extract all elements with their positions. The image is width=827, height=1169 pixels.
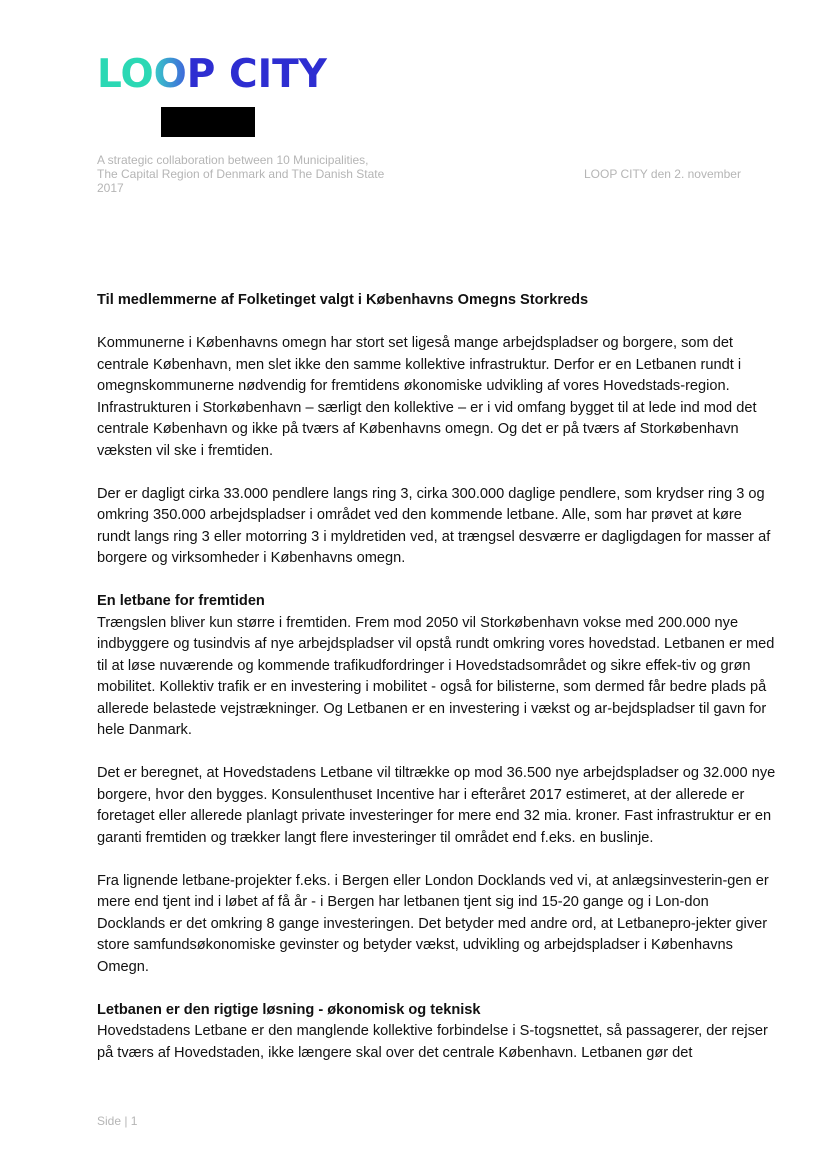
paragraph-2: Der er dagligt cirka 33.000 pendlere langs ring 3, cirka 300.000 daglige pendlere, som krydser ring 3 og omkring 350.000 arbejdspladser i området ved den kommende letbane. Alle, som har prøvet at køre rundt langs ring 3 eller motorring 3 i myldretiden ved, at trængsel desværre er dagligdagen for masser af borgere og virksomheder i Københavns omegn. bbox=[97, 485, 771, 566]
dateline: LOOP CITY den 2. november bbox=[584, 167, 741, 181]
collab-line-2: The Capital Region of Denmark and The Danish State bbox=[97, 167, 385, 181]
paragraph-1: Kommunerne i Københavns omegn har stort set ligeså mange arbejdspladser og borgere, som det centrale København, men slet ikke den samme kollektive infrastruktur. Derfor er en Letbanen rundt i omegnskommunerne nødvendig for fremtidens økonomiske udvikling af vores Hovedstads-region. Infrastrukturen i Storkøbenhavn – særligt den kollektive – er i vid omfang bygget til at lede ind mod det centrale København og ikke på tværs af Københavns omegn. Og det er på tværs af Storkøbenhavn væksten vil ske i fremtiden. bbox=[97, 335, 757, 459]
logo-text-part1: LO bbox=[97, 52, 154, 97]
loop-city-logo bbox=[97, 52, 327, 97]
logo-text-part3: P CITY bbox=[186, 52, 327, 97]
collab-line-3: 2017 bbox=[97, 181, 124, 195]
letter-heading: Til medlemmerne af Folketinget valgt i Københavns Omegns Storkreds bbox=[97, 292, 589, 308]
collab-line-1: A strategic collaboration between 10 Municipalities, bbox=[97, 153, 369, 167]
paragraph-4: Det er beregnet, at Hovedstadens Letbane vil tiltrække op mod 36.500 nye arbejdspladser og 32.000 nye borgere, hvor den bygges. Konsulenthuset Incentive har i efteråret 2017 estimeret, at der allerede er foretaget eller allerede planlagt private investeringer for mere end 32 mia. kroner. Fast infrastruktur er en garanti fremtiden og trækker langt flere investeringer til området end f.eks. en buslinje. bbox=[97, 765, 776, 846]
redaction-block bbox=[161, 107, 255, 137]
subheading-1: En letbane for fremtiden bbox=[97, 593, 265, 609]
paragraph-5: Fra lignende letbane-projekter f.eks. i Bergen eller London Docklands ved vi, at anlægsinvesterin-gen er mere end tjent ind i løbet af få år - i Bergen har letbanen tjent sig ind 15-20 gange og i Lon-don Docklands er det omkring 8 gange investeringen. Det betyder med andre ord, at Letbanepro-jekter giver store samfundsøkonomiske gevinster og betyder vækst, udvikling og arbejdspladser i Københavns Omegn. bbox=[97, 872, 769, 975]
paragraph-6: Hovedstadens Letbane er den manglende kollektive forbindelse i S-togsnettet, så passagerer, der rejser på tværs af Hovedstaden, ikke længere skal over det centrale København. Letbanen gør det bbox=[97, 1023, 768, 1061]
subheading-2: Letbanen er den rigtige løsning - økonomisk og teknisk bbox=[97, 1001, 481, 1018]
letter-body bbox=[97, 290, 777, 1086]
collaboration-note bbox=[97, 153, 457, 195]
paragraph-3: Trængslen bliver kun større i fremtiden. Frem mod 2050 vil Storkøbenhavn vokse med 200.000 nye indbyggere og tusindvis af nye arbejdspladser vil opstå rundt omkring vores hovedstad. Letbanen er med til at løse nuværende og kommende trafikudfordringer i Hovedstadsområdet og sikre effek-tiv og grøn mobilitet. Kollektiv trafik er en investering i mobilitet - også for bilisterne, som dermed får bedre plads på allerede belastede vejstrækninger. Og Letbanen er en investering i vækst og ar-bejdspladser til gavn for hele Danmark. bbox=[97, 614, 775, 738]
logo-text-part2: O bbox=[153, 52, 187, 97]
page-number: Side | 1 bbox=[97, 1114, 138, 1128]
